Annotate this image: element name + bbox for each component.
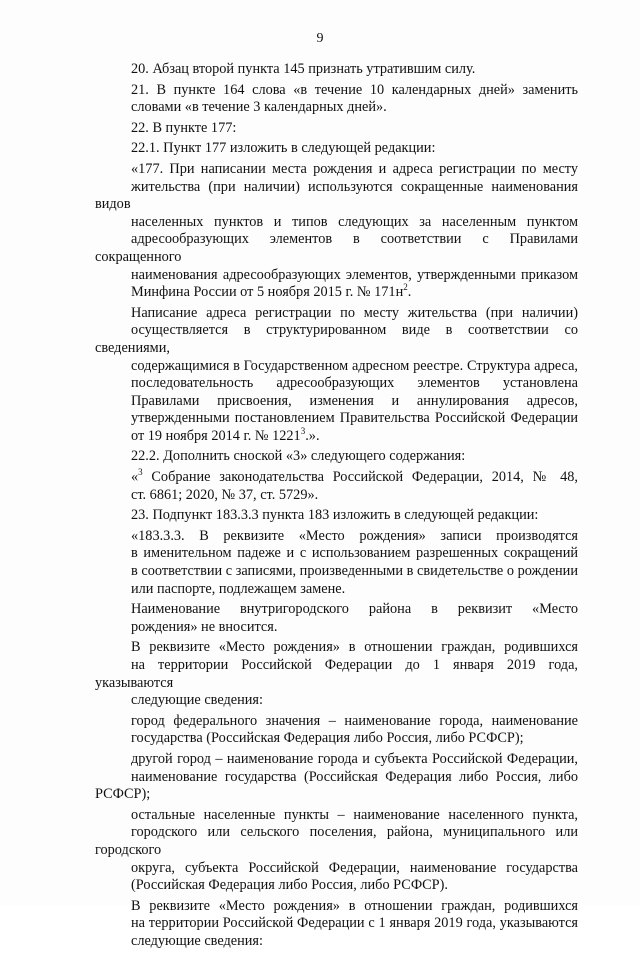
text-line	[95, 393, 578, 411]
text-line	[95, 487, 578, 505]
paragraph	[95, 507, 578, 525]
line-text: Наименование внутригородского района в реквизит «Место	[131, 601, 578, 618]
line-text: последовательность адресообразующих элементов установлена	[131, 375, 578, 392]
text-line	[95, 428, 578, 446]
paragraph	[95, 161, 578, 302]
text-line	[95, 305, 578, 323]
line-text: следующие сведения:	[131, 692, 263, 709]
line-text: 22.2. Дополнить сноской «3» следующего содержания:	[131, 448, 466, 465]
line-text: от 19 ноября 2014 г. № 1221	[131, 427, 301, 444]
line-tail: .	[407, 284, 412, 301]
text-line	[95, 619, 578, 637]
paragraph	[95, 751, 578, 804]
text-line	[95, 769, 578, 804]
line-text: 22.1. Пункт 177 изложить в следующей редакции:	[131, 140, 436, 157]
line-text: на территории Российской Федерации до 1 января 2019 года, указываются	[95, 657, 578, 691]
text-line	[95, 410, 578, 428]
paragraph	[95, 807, 578, 895]
text-line	[95, 751, 578, 769]
text-line	[95, 99, 578, 117]
text-line	[95, 877, 578, 895]
text-line	[95, 375, 578, 393]
line-text: рождения» не вносится.	[131, 618, 278, 635]
paragraph	[95, 713, 578, 748]
text-line	[95, 545, 578, 563]
text-line	[95, 448, 578, 466]
text-line	[95, 161, 578, 179]
text-line	[95, 657, 578, 692]
text-line	[95, 713, 578, 731]
document-body	[95, 61, 578, 954]
text-line	[95, 322, 578, 357]
line-text: округа, субъекта Российской Федерации, наименование государства	[131, 859, 578, 876]
text-line	[95, 898, 578, 916]
line-text: другой город – наименование города и субъекта Российской Федерации,	[131, 750, 578, 767]
text-line	[95, 860, 578, 878]
paragraph	[95, 898, 578, 951]
line-text: 21. В пункте 164 слова «в течение 10 календарных дней» заменить	[131, 81, 578, 98]
line-text: адресообразующих элементов в соответствии с Правилами сокращенного	[95, 231, 578, 265]
text-line	[95, 807, 578, 825]
text-line	[95, 730, 578, 748]
text-line	[95, 284, 578, 302]
line-text: город федерального значения – наименование города, наименование	[131, 712, 578, 729]
footnote-lead: «	[131, 469, 139, 486]
text-line	[95, 358, 578, 376]
text-line	[95, 61, 578, 79]
text-line	[95, 601, 578, 619]
line-text: Минфина России от 5 ноября 2015 г. № 171н	[131, 284, 404, 301]
line-text: Написание адреса регистрации по месту жительства (при наличии)	[131, 304, 578, 321]
paragraph	[95, 469, 578, 504]
paragraph	[95, 305, 578, 446]
line-text: государства (Российская Федерация либо Россия, либо РСФСР);	[131, 730, 524, 747]
line-text: городского или сельского поселения, района, муниципального или городского	[95, 824, 578, 858]
text-line	[95, 231, 578, 266]
footnote-ref: 3	[300, 426, 306, 437]
line-text: утвержденными постановлением Правительства Российской Федерации	[131, 410, 578, 427]
paragraph	[95, 448, 578, 466]
line-text: «177. При написании места рождения и адреса регистрации по месту	[131, 160, 578, 177]
text-line	[95, 82, 578, 100]
line-text: «183.3.3. В реквизите «Место рождения» записи производятся	[131, 527, 578, 544]
text-line	[95, 120, 578, 138]
line-text: 22. В пункте 177:	[131, 119, 237, 136]
line-text: остальные населенные пункты – наименование населенного пункта,	[131, 806, 578, 823]
paragraph	[95, 528, 578, 598]
line-text: словами «в течение 3 календарных дней».	[131, 99, 387, 116]
line-text: Правилами присвоения, изменения и аннулирования адресов,	[131, 392, 578, 409]
line-text: наименования адресообразующих элементов, утвержденными приказом	[131, 266, 578, 283]
text-line	[95, 692, 578, 710]
line-text: или паспорте, подлежащем замене.	[131, 580, 346, 597]
text-line	[95, 214, 578, 232]
text-line	[95, 469, 578, 487]
line-text: в именительном падеже и с использованием разрешенных сокращений	[131, 545, 578, 562]
line-text: содержащимися в Государственном адресном реестре. Структура адреса,	[131, 357, 578, 374]
text-line	[95, 915, 578, 933]
line-text: населенных пунктов и типов следующих за населенным пунктом	[131, 213, 578, 230]
text-line	[95, 140, 578, 158]
line-text: В реквизите «Место рождения» в отношении граждан, родившихся	[131, 897, 578, 914]
line-text: наименование государства (Российская Федерация либо Россия, либо РСФСР);	[95, 768, 578, 803]
text-line	[95, 179, 578, 214]
text-line	[95, 824, 578, 859]
text-line	[95, 933, 578, 951]
paragraph	[95, 120, 578, 138]
text-line	[95, 639, 578, 657]
footnote-marker: 3	[138, 467, 143, 478]
line-text: на территории Российской Федерации с 1 января 2019 года, указываются	[131, 915, 578, 932]
line-text: в соответствии с записями, произведенными в свидетельстве о рождении	[131, 563, 578, 580]
line-text: В реквизите «Место рождения» в отношении граждан, родившихся	[131, 639, 578, 656]
line-text: ст. 6861; 2020, № 37, ст. 5729».	[131, 486, 319, 503]
text-line	[95, 267, 578, 285]
line-text: 23. Подпункт 183.3.3 пункта 183 изложить в следующей редакции:	[131, 507, 539, 524]
footnote-ref: 2	[403, 282, 408, 293]
paragraph	[95, 82, 578, 117]
line-text: 20. Абзац второй пункта 145 признать утратившим силу.	[131, 61, 476, 77]
page-number: 9	[316, 31, 324, 46]
line-text: Собрание законодательства Российской Федерации, 2014, № 48,	[151, 469, 578, 486]
paragraph	[95, 601, 578, 636]
text-line	[95, 563, 578, 581]
paragraph	[95, 140, 578, 158]
line-text: жительства (при наличии) используются сокращенные наименования видов	[95, 178, 578, 213]
line-text: следующие сведения:	[131, 932, 263, 949]
text-line	[95, 581, 578, 599]
line-text: осуществляется в структурированном виде в соответствии со сведениями,	[95, 322, 578, 356]
text-line	[95, 507, 578, 525]
line-text: (Российская Федерация либо Россия, либо РСФСР).	[131, 877, 448, 894]
text-line	[95, 528, 578, 546]
line-tail: .».	[305, 427, 320, 444]
paragraph	[95, 61, 578, 79]
paragraph	[95, 639, 578, 709]
